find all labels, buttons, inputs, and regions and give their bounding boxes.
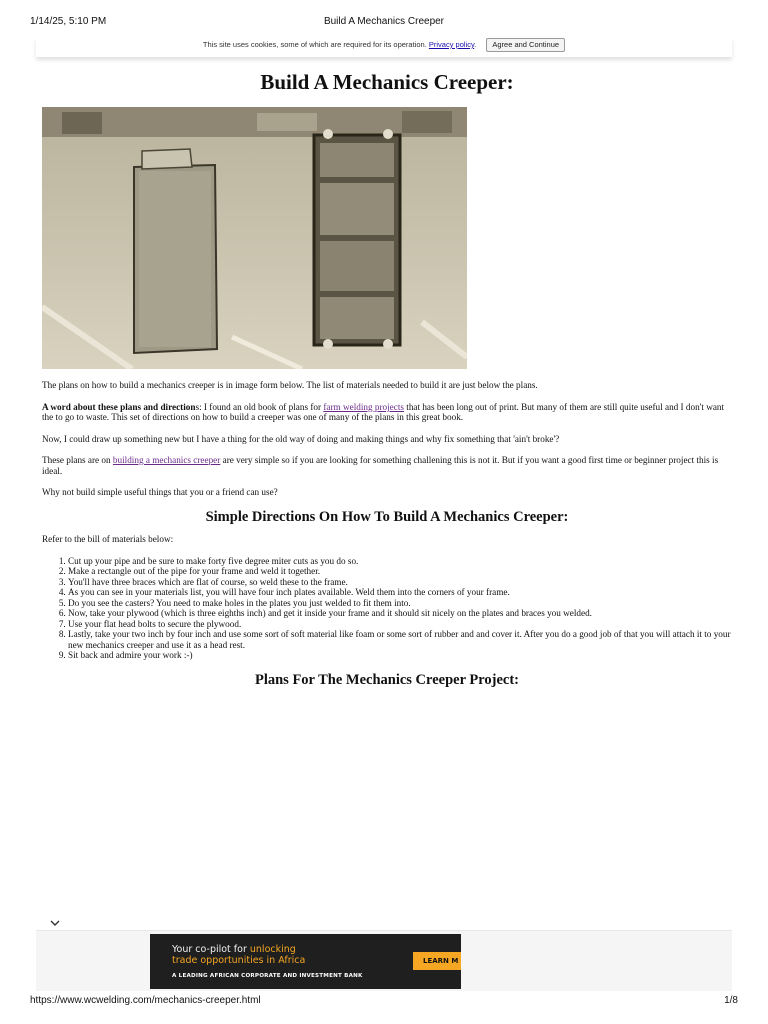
refer-text: Refer to the bill of materials below: — [42, 534, 174, 544]
direction-step: 3. You'll have three braces which are flat of course, so weld these to the frame. — [68, 577, 732, 588]
article — [42, 60, 732, 688]
print-footer — [30, 995, 738, 1009]
plans-note-text: s: I found an old book of plans for — [195, 401, 324, 412]
creeper-photo-image — [42, 107, 467, 369]
chevron-down-icon[interactable] — [48, 916, 62, 930]
direction-step: 4. As you can see in your materials list, you will have four inch plates available. Weld them into the corners of your frame. — [68, 587, 732, 598]
building-mechanics-creeper-link[interactable]: building a mechanics creeper — [112, 455, 221, 465]
simple-plans-rest: are very simple so if you are looking for something challening this is not it. But if you want a good first time or beginner project this is ideal. — [42, 455, 719, 476]
print-url: https://www.wcwelding.com/mechanics-creeper.html — [30, 995, 261, 1006]
why-build-paragraph: Why not build simple useful things that you or a friend can use? — [42, 487, 278, 497]
cookie-text: This site uses cookies, some of which are required for its operation. — [202, 40, 427, 49]
ad-line-1 — [172, 944, 296, 955]
simple-plans-text: These plans are on — [42, 455, 113, 465]
ad-line-1-text: Your co-pilot for — [172, 944, 250, 955]
cookie-banner — [36, 37, 732, 57]
print-page-title: Build A Mechanics Creeper — [323, 16, 445, 27]
print-page-number: 1/8 — [724, 995, 738, 1006]
directions-heading: Simple Directions On How To Build A Mechanics Creeper: — [205, 508, 569, 525]
ad-learn-more-button[interactable]: LEARN M — [413, 952, 461, 970]
plans-heading: Plans For The Mechanics Creeper Project: — [254, 671, 520, 688]
farm-welding-projects-link[interactable]: farm welding projects — [323, 401, 404, 412]
ad-line-3: A LEADING AFRICAN CORPORATE AND INVESTMENT BANK — [172, 973, 363, 979]
simple-plans-paragraph — [42, 455, 732, 476]
direction-step: 6. Now, take your plywood (which is three eighths inch) and get it inside your frame and it should sit nicely on the plates and braces you welded. — [68, 608, 732, 619]
agree-and-continue-button[interactable]: Agree and Continue — [486, 38, 565, 52]
direction-step: 9. Sit back and admire your work :-) — [68, 650, 732, 661]
direction-step: 8. Lastly, take your two inch by four inch and use some sort of soft material like foam or some sort of rubber and and cover it. After you do a good job of that you will attach it to your new mechanics creeper and use it as a head rest. — [68, 629, 732, 650]
cookie-period: . — [474, 40, 477, 49]
article-title: Build A Mechanics Creeper: — [260, 70, 514, 94]
old-way-paragraph: Now, I could draw up something new but I have a thing for the old way of doing and making things and why fix something that 'ain't broke'? — [42, 433, 560, 444]
print-datetime: 1/14/25, 5:10 PM — [30, 16, 107, 27]
direction-step: 1. Cut up your pipe and be sure to make forty five degree miter cuts as you do so. — [68, 556, 732, 567]
direction-step: 2. Make a rectangle out of the pipe for your frame and weld it together. — [68, 566, 732, 577]
directions-list — [42, 556, 732, 661]
print-header — [30, 16, 738, 30]
privacy-policy-link[interactable]: Privacy policy — [428, 40, 475, 49]
plans-note-rest: that has been long out of print. But many of them are still quite useful and I don't want the to go to waste. This set of directions on how to build a creeper was one of many of the plans in this great book. — [42, 401, 725, 422]
ad-line-1-highlight: unlocking — [249, 944, 296, 955]
plans-note-paragraph — [42, 402, 732, 423]
creeper-photo — [42, 107, 467, 369]
ad-line-2: trade opportunities in Africa — [172, 955, 306, 966]
plans-note-heading: A word about these plans and direction — [42, 401, 196, 412]
direction-step: 7. Use your flat head bolts to secure the plywood. — [68, 619, 732, 630]
intro-paragraph: The plans on how to build a mechanics creeper is in image form below. The list of materials needed to build it are just below the plans. — [42, 380, 538, 390]
article-body — [42, 380, 732, 697]
direction-step: 5. Do you see the casters? You need to make holes in the plates you just welded to fit them into. — [68, 598, 732, 609]
